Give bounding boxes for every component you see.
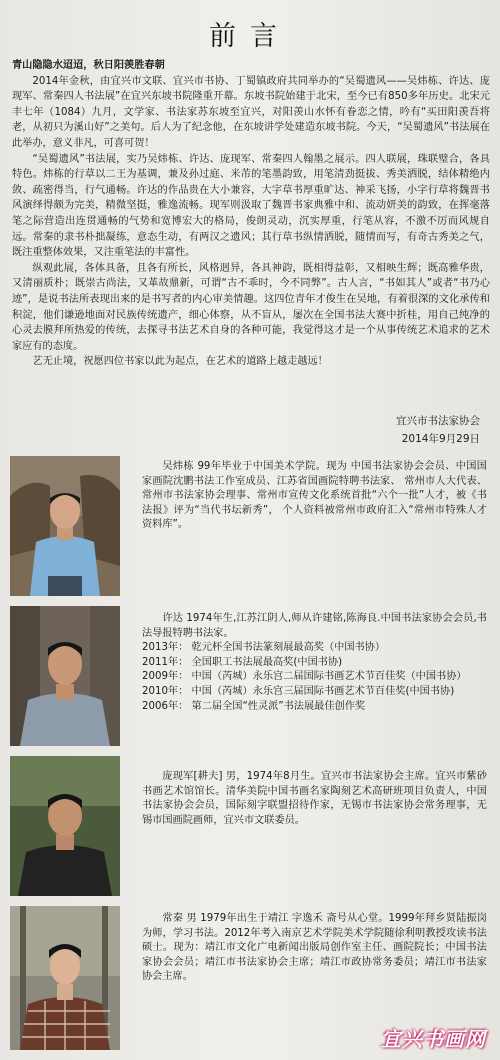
signature-org: 宜兴市书法家协会 <box>396 415 480 427</box>
portrait-photo-1 <box>10 456 120 596</box>
preface-paragraph: “吴蜀遗风”书法展，实乃吴炜栋、许达、庞现军、常秦四人翰墨之展示。四人联展，珠联璧合，各具特色。炜栋的行草以二王为基调，兼及孙过庭、米芾的笔墨韵致，用笔清劲挺拔、秀美洒脱，结体精绝内敛、疏密得当，行气通畅。许达的作品贵在大小兼容，大字草书厚重旷达、神采飞扬，小字行草将魏晋书风演绎得颇为完美，精微坚挺，雅逸流畅。现军则汲取了魏晋书家典雅中和、流动妍美的韵致，在挥毫落笔之际营造出连贯通畅的气势和宽博宏大的格局，俊朗灵动，沉实厚重，行笔从容，不激不厉而风规自远。常秦的隶书朴拙凝练，意态生动，有两汉之遗风；其行草书纵情洒脱，随情而写，有奇古秀美之气，既注重整体效果，又注重笔法的丰富性。 <box>12 153 490 259</box>
bio-text: 常秦 男 1979年出生于靖江 字逸禾 斋号从心堂。1999年拜乡贤陆振岗为师，学习书法。2012年考入南京艺术学院美术学院随徐利明教授攻读书法硕士。现为：靖江市文化广电新闻出版局创作室主任、画院院长；中国书法家协会会员；靖江市书法家协会主席；靖江市政协常务委员；靖江市书法家协会主席。 <box>142 913 487 983</box>
award-item: 2011年： 全国职工书法展最高奖(中国书协) <box>142 656 343 668</box>
portrait-photo-2 <box>10 606 120 746</box>
preface-paragraph: 2014年金秋，由宜兴市文联、宜兴市书协、丁蜀镇政府共同举办的“吴蜀遗风——吴炜栋、许达、庞现军、常秦四人书法展”在宜兴东坡书院隆重开幕。东坡书院始建于北宋，至今已有850多年历史。北宋元丰七年（1084）九月，文学家、书法家苏东坡至宜兴，对阳羡山水怀有眷恋之情，吟有“买田阳羡吾将老，从初只为溪山好”之美句。后人为了纪念他，在东坡讲学处建造东坡书院。今天，“吴蜀遗风”书法展在此举办，意义非凡，可喜可贺！ <box>12 75 490 149</box>
portrait-image <box>10 606 120 746</box>
award-item: 2013年： 乾元杯全国书法篆刻展最高奖（中国书协） <box>142 642 386 654</box>
award-item: 2009年： 中国（芮城）永乐宫二届国际书画艺术节百佳奖（中国书协） <box>142 671 467 683</box>
bio-1 <box>142 460 487 533</box>
signature-date: 2014年9月29日 <box>401 433 480 445</box>
bio-4 <box>142 912 487 985</box>
bio-text: 吴炜栋 99年毕业于中国美术学院。现为 中国书法家协会会员、中国国家画院沈鹏书法工作室成员、江苏省国画院特聘书法家、 常州市人大代表、 常州市书法家协会理事、常州市宣传文化系统首批“六个一批”人才，被《书法报》评为“当代书坛新秀”， 个人资料被常州市政府汇入“常州市特殊人才资料库”。 <box>142 461 487 531</box>
page-title: 前言 <box>209 21 291 52</box>
portrait-photo-4 <box>10 906 120 1050</box>
portrait-photo-3 <box>10 756 120 896</box>
bio-3 <box>142 770 487 828</box>
portrait-image <box>10 456 120 596</box>
preface-text <box>12 58 490 370</box>
award-item: 2010年： 中国（芮城）永乐宫三届国际书画艺术节百佳奖(中国书协) <box>142 685 455 697</box>
award-item: 2006年： 第二届全国“性灵派”书法展最佳创作奖 <box>142 700 366 712</box>
signature-block <box>396 412 480 448</box>
preface-paragraph: 纵观此展，各体具备，且各有所长，风格迥异，各具神韵，既相得益彰，又相映生辉；既高雅华贵，又清丽质朴；既崇古尚法，又革故鼎新，可谓“古不乖时，今不同弊”。古人言，“书如其人”或者“书乃心迹”，是说书法所表现出来的是书写者的内心审美情趣。这四位青年才俊生在吴地，有着很深的文化承传和积淀，他们谦逊地面对民族传统遗产，细心体察，从不盲从，屡次在全国书法大赛中折桂，用自己纯净的心灵去膜拜所热爱的传统，去探寻书法艺术自身的各种可能，我觉得这才是一个从事传统艺术追求的艺术家应有的态度。 <box>12 262 490 352</box>
portrait-image <box>10 756 120 896</box>
bio-text: 庞现军[耕夫] 男，1974年8月生。宜兴市书法家协会主席。宜兴市紫砂书画艺术馆馆长。清华美院中国书画名家陶刻艺术高研班项目负责人，中国书法家协会会员，国际刻字联盟招待作家，无锡市书法家协会常务理事，无锡市国画院画师，宜兴市文联委员。 <box>142 771 487 826</box>
portrait-image <box>10 906 120 1050</box>
bio-2 <box>142 612 487 714</box>
opening-line: 青山隐隐水迢迢，秋日阳羡胜春朝 <box>12 60 165 71</box>
site-watermark: 宜兴书画网 <box>381 1027 486 1051</box>
preface-paragraph: 艺无止境，祝愿四位书家以此为起点，在艺术的道路上越走越远！ <box>32 356 328 368</box>
awards-list <box>142 641 487 714</box>
bio-text: 许达 1974年生,江苏江阴人,师从许建铭,陈海良.中国书法家协会会员,书法导报特聘书法家。 <box>142 613 487 639</box>
